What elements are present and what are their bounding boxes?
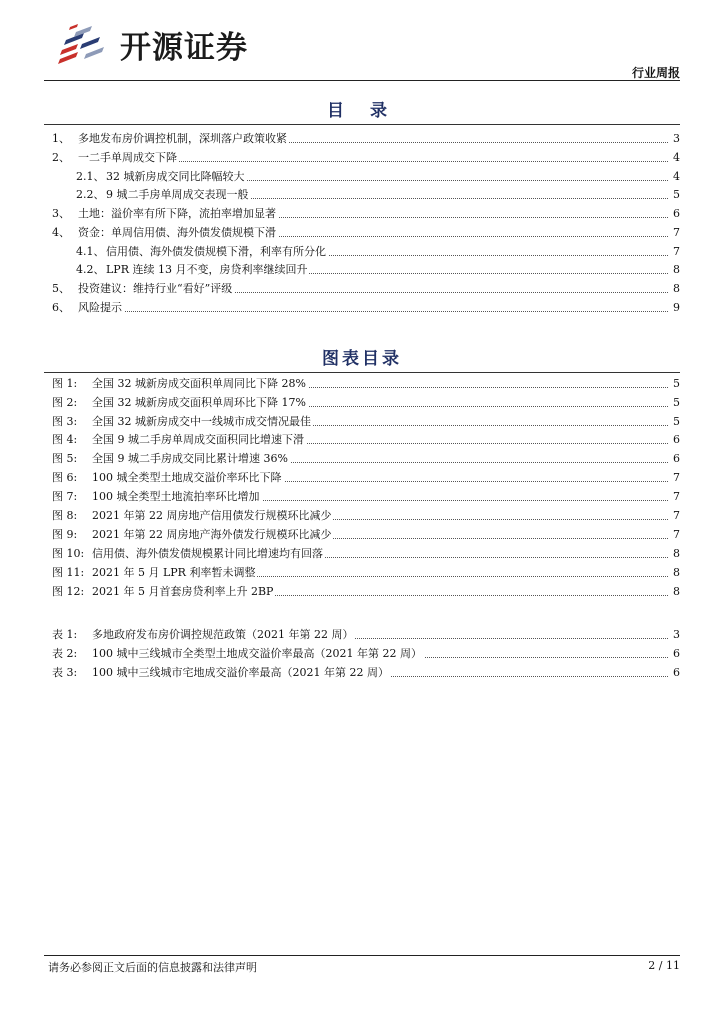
figure-entry[interactable]	[0, 450, 724, 467]
entry-page: 8	[673, 547, 680, 560]
entry-number: 表 2:	[52, 647, 78, 660]
entry-page: 3	[673, 628, 680, 641]
entry-number: 图 8:	[52, 509, 78, 522]
entry-page: 8	[673, 282, 680, 295]
entry-title[interactable]: 100 城全类型土地成交溢价率环比下降	[92, 471, 282, 484]
figure-entry[interactable]	[0, 431, 724, 448]
entry-page: 6	[673, 433, 680, 446]
entry-page: 8	[673, 585, 680, 598]
figure-entry[interactable]	[0, 545, 724, 562]
entry-number: 图 1:	[52, 377, 78, 390]
entry-page: 6	[673, 207, 680, 220]
brand-name: 开源证券	[120, 30, 248, 66]
entry-page: 5	[673, 188, 680, 201]
page-number: 2 / 11	[648, 959, 680, 972]
entry-title[interactable]: 32 城新房成交同比降幅较大	[106, 170, 245, 183]
figures-heading: 图表目录	[322, 349, 402, 369]
figure-entry[interactable]	[0, 583, 724, 600]
toc-divider	[44, 124, 680, 125]
entry-title[interactable]: 2021 年第 22 周房地产信用债发行规模环比减少	[92, 509, 332, 522]
entry-title[interactable]: 100 城中三线城市全类型土地成交溢价率最高（2021 年第 22 周）	[92, 647, 422, 660]
entry-number: 图 10:	[52, 547, 85, 560]
toc-entry[interactable]	[0, 205, 724, 222]
toc-entry[interactable]	[0, 280, 724, 297]
entry-number: 表 1:	[52, 628, 78, 641]
entry-page: 7	[673, 509, 680, 522]
entry-title[interactable]: 2021 年 5 月首套房贷利率上升 2BP	[92, 585, 274, 598]
entry-title[interactable]: 多地发布房价调控机制，深圳落户政策收紧	[78, 132, 287, 145]
entry-page: 4	[673, 170, 680, 183]
entry-page: 5	[673, 415, 680, 428]
entry-number: 图 9:	[52, 528, 78, 541]
entry-number: 表 3:	[52, 666, 78, 679]
toc-entry[interactable]	[0, 149, 724, 166]
entry-page: 7	[673, 490, 680, 503]
footer-disclaimer: 请务必参阅正文后面的信息披露和法律声明	[48, 961, 257, 974]
entry-number: 5、	[52, 282, 70, 295]
table-entry[interactable]	[0, 626, 724, 643]
entry-title[interactable]: 一二手单周成交下降	[78, 151, 177, 164]
entry-title[interactable]: 9 城二手房单周成交表现一般	[106, 188, 249, 201]
entry-title[interactable]: 信用债、海外债发债规模下滑，利率有所分化	[106, 245, 326, 258]
figure-entry[interactable]	[0, 394, 724, 411]
entry-title[interactable]: 100 城全类型土地流拍率环比增加	[92, 490, 260, 503]
entry-page: 6	[673, 452, 680, 465]
toc-heading: 目 录	[327, 101, 397, 121]
page-header	[0, 0, 724, 85]
figures-divider	[44, 372, 680, 373]
header-divider	[44, 80, 680, 81]
entry-title[interactable]: 多地政府发布房价调控规范政策（2021 年第 22 周）	[92, 628, 354, 641]
entry-number: 图 2:	[52, 396, 78, 409]
table-entry[interactable]	[0, 664, 724, 681]
toc-entry[interactable]	[0, 186, 724, 203]
entry-title[interactable]: 投资建议：维持行业“看好”评级	[78, 282, 233, 295]
toc-entry[interactable]	[0, 168, 724, 185]
entry-title[interactable]: 全国 32 城新房成交面积单周同比下降 28%	[92, 377, 306, 390]
entry-page: 3	[673, 132, 680, 145]
toc-entry[interactable]	[0, 299, 724, 316]
figure-entry[interactable]	[0, 375, 724, 392]
entry-number: 图 12:	[52, 585, 85, 598]
entry-number: 图 11:	[52, 566, 85, 579]
figure-entry[interactable]	[0, 526, 724, 543]
entry-number: 4.1、	[76, 245, 105, 258]
entry-page: 7	[673, 528, 680, 541]
entry-page: 5	[673, 396, 680, 409]
entry-title[interactable]: 全国 32 城新房成交中一线城市成交情况最佳	[92, 415, 311, 428]
entry-number: 2、	[52, 151, 70, 164]
entry-title[interactable]: 信用债、海外债发债规模累计同比增速均有回落	[92, 547, 323, 560]
toc-entry[interactable]	[0, 224, 724, 241]
entry-page: 9	[673, 301, 680, 314]
entry-title[interactable]: 全国 32 城新房成交面积单周环比下降 17%	[92, 396, 306, 409]
entry-page: 6	[673, 666, 680, 679]
entry-title[interactable]: 100 城中三线城市宅地成交溢价率最高（2021 年第 22 周）	[92, 666, 389, 679]
entry-page: 4	[673, 151, 680, 164]
dot-leader	[78, 299, 668, 312]
figure-entry[interactable]	[0, 564, 724, 581]
entry-title[interactable]: 2021 年 5 月 LPR 利率暂未调整	[92, 566, 256, 579]
entry-page: 7	[673, 471, 680, 484]
entry-number: 6、	[52, 301, 70, 314]
entry-page: 8	[673, 263, 680, 276]
figure-entry[interactable]	[0, 507, 724, 524]
entry-number: 2.1、	[76, 170, 105, 183]
entry-number: 图 3:	[52, 415, 78, 428]
report-type-label: 行业周报	[631, 66, 680, 80]
toc-entry[interactable]	[0, 261, 724, 278]
entry-number: 图 4:	[52, 433, 78, 446]
entry-number: 图 6:	[52, 471, 78, 484]
toc-entry[interactable]	[0, 243, 724, 260]
entry-page: 7	[673, 226, 680, 239]
footer-divider	[44, 955, 680, 956]
entry-title[interactable]: LPR 连续 13 月不变，房贷利率继续回升	[106, 263, 308, 276]
logo-mark-icon	[58, 24, 104, 64]
entry-title[interactable]: 全国 9 城二手房成交同比累计增速 36%	[92, 452, 288, 465]
entry-title[interactable]: 资金：单周信用债、海外债发债规模下滑	[78, 226, 276, 239]
entry-page: 8	[673, 566, 680, 579]
entry-number: 2.2、	[76, 188, 105, 201]
entry-number: 1、	[52, 132, 70, 145]
entry-number: 图 7:	[52, 490, 78, 503]
figure-entry[interactable]	[0, 413, 724, 430]
entry-number: 4、	[52, 226, 70, 239]
figure-entry[interactable]	[0, 488, 724, 505]
entry-page: 5	[673, 377, 680, 390]
entry-title[interactable]: 全国 9 城二手房单周成交面积同比增速下滑	[92, 433, 304, 446]
figure-entry[interactable]	[0, 469, 724, 486]
entry-number: 3、	[52, 207, 70, 220]
entry-number: 4.2、	[76, 263, 105, 276]
entry-title[interactable]: 风险提示	[78, 301, 122, 314]
entry-title[interactable]: 2021 年第 22 周房地产海外债发行规模环比减少	[92, 528, 332, 541]
entry-number: 图 5:	[52, 452, 78, 465]
entry-title[interactable]: 土地：溢价率有所下降，流拍率增加显著	[78, 207, 276, 220]
entry-page: 7	[673, 245, 680, 258]
entry-page: 6	[673, 647, 680, 660]
table-entry[interactable]	[0, 645, 724, 662]
toc-entry[interactable]	[0, 130, 724, 147]
